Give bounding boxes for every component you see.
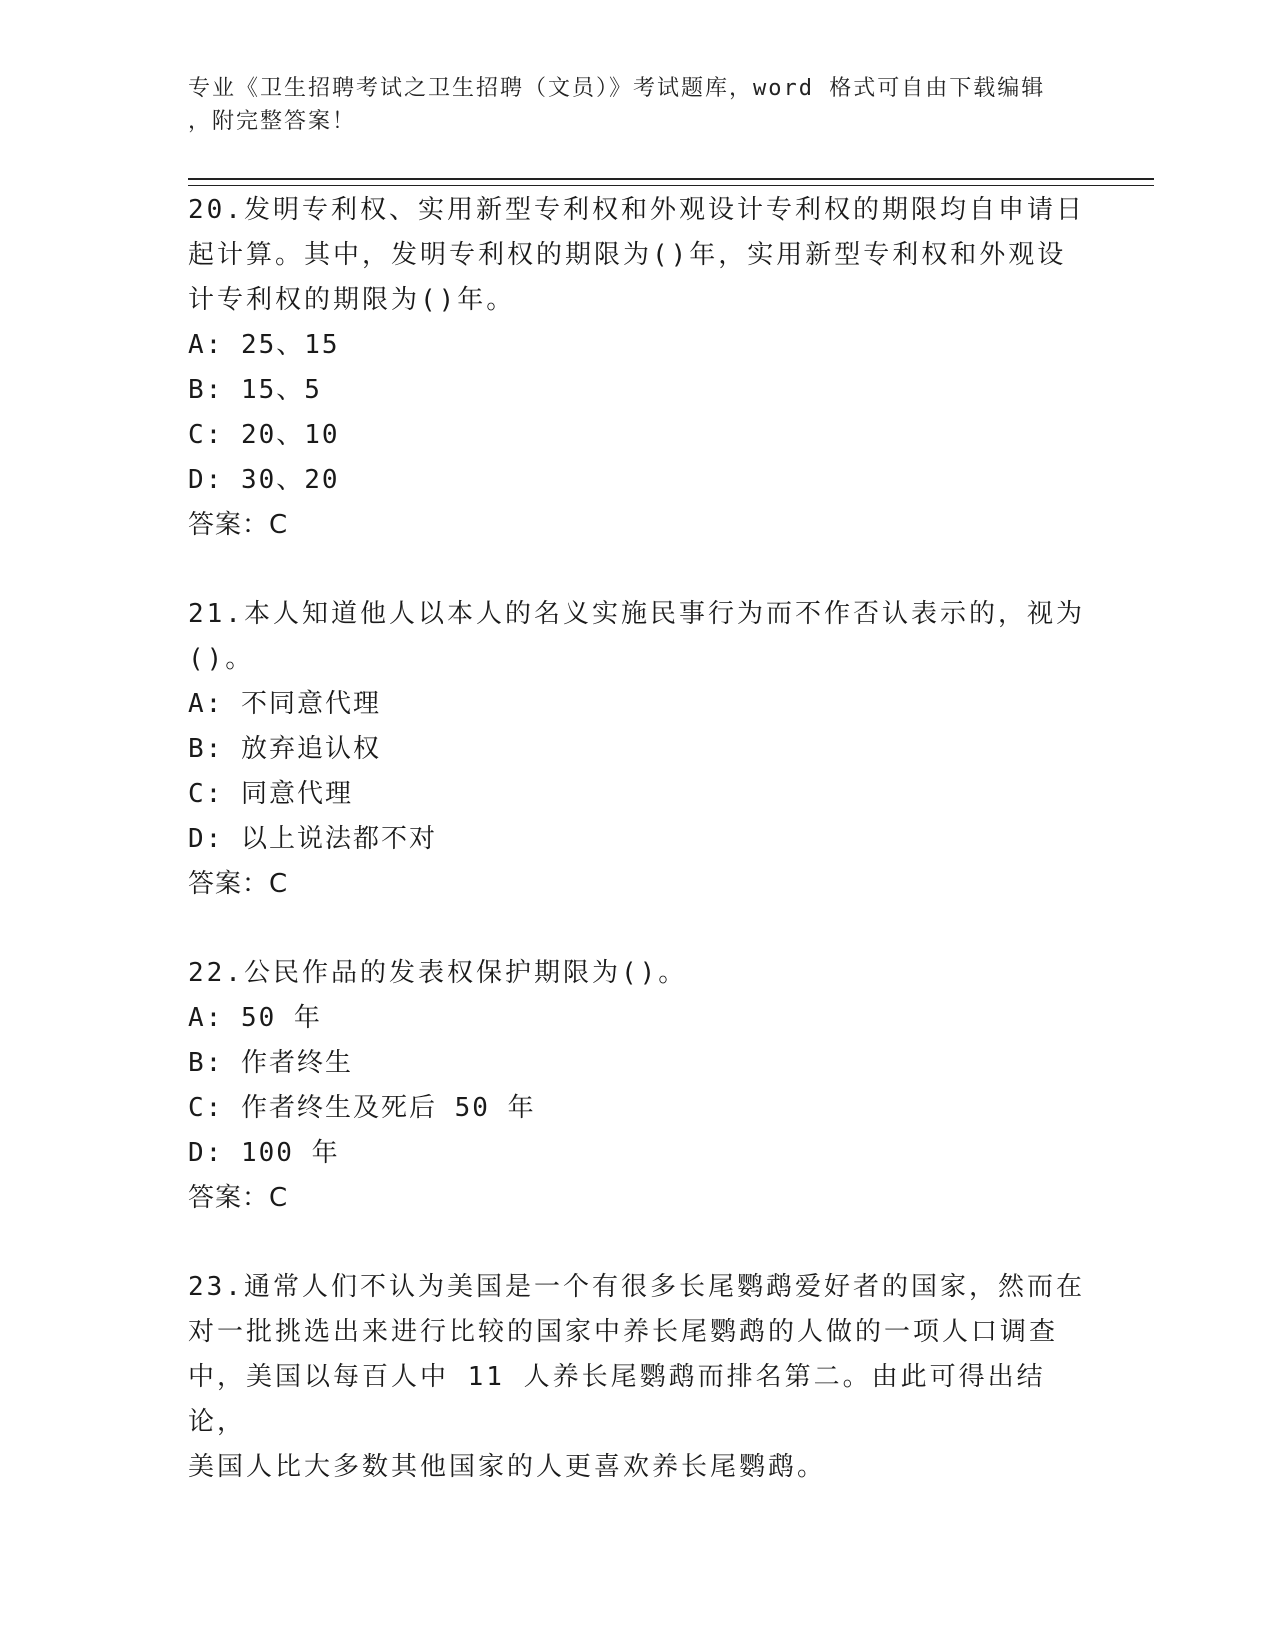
option-a: A: 不同意代理 [188, 689, 381, 719]
option-d: D: 30、20 [188, 465, 340, 495]
option-c: C: 作者终生及死后 50 年 [188, 1093, 536, 1123]
answer: 答案：C [188, 869, 289, 899]
question-stem-line: 20.发明专利权、实用新型专利权和外观设计专利权的期限均自申请日 [188, 195, 1085, 225]
question-stem-line: 22.公民作品的发表权保护期限为()。 [188, 958, 688, 988]
option-c: C: 20、10 [188, 420, 340, 450]
option-b: B: 放弃追认权 [188, 734, 381, 764]
header-divider [188, 178, 1154, 186]
header-line-2: ，附完整答案！ [188, 109, 357, 134]
question-stem-line: 21.本人知道他人以本人的名义实施民事行为而不作否认表示的，视为 [188, 599, 1085, 629]
question-stem-line: 中，美国以每百人中 11 人养长尾鹦鹉而排名第二。由此可得出结论， [188, 1362, 1046, 1437]
option-b: B: 15、5 [188, 375, 322, 405]
answer: 答案：C [188, 1183, 289, 1213]
header-line-1: 专业《卫生招聘考试之卫生招聘（文员）》考试题库，word 格式可自由下载编辑 [188, 76, 1046, 101]
question-21 [188, 592, 1088, 907]
question-stem-line: 对一批挑选出来进行比较的国家中养长尾鹦鹉的人做的一项人口调查 [188, 1317, 1059, 1347]
option-c: C: 同意代理 [188, 779, 353, 809]
question-stem-line: ()。 [188, 644, 255, 674]
question-stem-line: 起计算。其中，发明专利权的期限为()年，实用新型专利权和外观设 [188, 240, 1067, 270]
option-d: D: 100 年 [188, 1138, 340, 1168]
question-20 [188, 188, 1088, 548]
option-a: A: 25、15 [188, 330, 340, 360]
answer: 答案：C [188, 510, 289, 540]
question-22 [188, 951, 1088, 1221]
question-stem-line: 美国人比大多数其他国家的人更喜欢养长尾鹦鹉。 [188, 1452, 827, 1482]
document-header [188, 72, 1088, 138]
question-stem-line: 计专利权的期限为()年。 [188, 285, 516, 315]
option-b: B: 作者终生 [188, 1048, 353, 1078]
option-a: A: 50 年 [188, 1003, 322, 1033]
question-stem-line: 23.通常人们不认为美国是一个有很多长尾鹦鹉爱好者的国家，然而在 [188, 1272, 1085, 1302]
option-d: D: 以上说法都不对 [188, 824, 437, 854]
question-list [188, 188, 1088, 1534]
question-23 [188, 1265, 1088, 1490]
